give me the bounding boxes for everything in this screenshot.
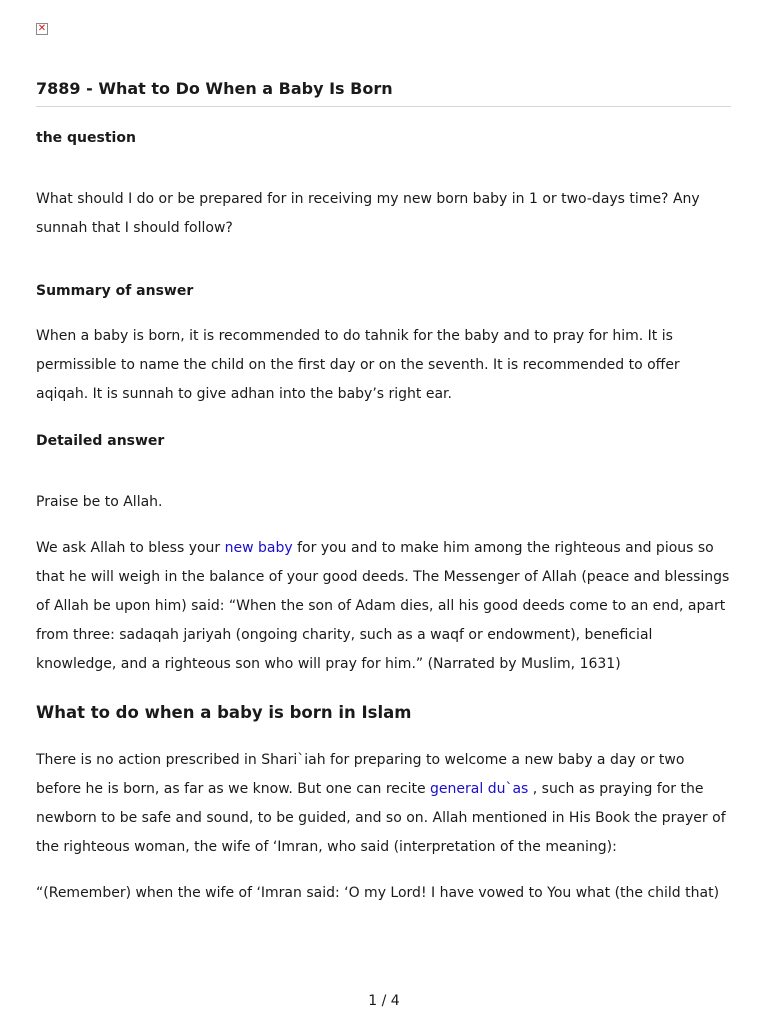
page-title: 7889 - What to Do When a Baby Is Born [36, 79, 731, 107]
summary-text: When a baby is born, it is recommended to do tahnik for the baby and to pray for him. It is permissible to name the child on the first day or on the seventh. It is recommended to offer aqiqah. It is sunnah to give adhan into the baby’s right ear. [36, 328, 680, 402]
broken-image-icon [36, 23, 48, 35]
paragraph-prescribed [36, 746, 731, 862]
paragraph-blessing [36, 534, 731, 679]
summary-heading: Summary of answer [36, 283, 194, 299]
paragraph-blessing-rest: for you and to make him among the righteous and pious so that he will weigh in the balance of your good deeds. The Messenger of Allah (peace and blessings of Allah be upon him) said: “When the son of Adam dies, all his good deeds come to an end, apart from three: sadaqah jariyah (ongoing charity, such as a waqf or endowment), beneficial knowledge, and a righteous son who will pray for him.” (Narrated by Muslim, 1631) [36, 540, 730, 672]
section-heading: What to do when a baby is born in Islam [36, 703, 412, 722]
quote-text: “(Remember) when the wife of ‘Imran said: ‘O my Lord! I have vowed to You what (the child that) [36, 885, 720, 901]
new-baby-link[interactable]: new baby [224, 540, 293, 556]
question-text: What should I do or be prepared for in receiving my new born baby in 1 or two-days time? Any sunnah that I should follow? [36, 191, 700, 236]
paragraph-prescribed-start: There is no action prescribed in Shari`iah for preparing to welcome a new baby a day or two before he is born, as far as we know. But one can recite [36, 752, 685, 797]
detailed-answer-heading: Detailed answer [36, 433, 165, 449]
general-duas-link[interactable]: general du`as [430, 781, 529, 797]
question-heading: the question [36, 130, 136, 146]
page-number: 1 / 4 [368, 993, 400, 1009]
paragraph-prescribed-rest: , such as praying for the newborn to be safe and sound, to be guided, and so on. Allah mentioned in His Book the prayer of the righteous woman, the wife of ‘Imran, who said (interpretation of the meaning): [36, 781, 726, 855]
broken-image-glyph: ✕ [37, 23, 47, 34]
paragraph-blessing-start: We ask Allah to bless your [36, 540, 225, 556]
praise-text: Praise be to Allah. [36, 494, 163, 510]
